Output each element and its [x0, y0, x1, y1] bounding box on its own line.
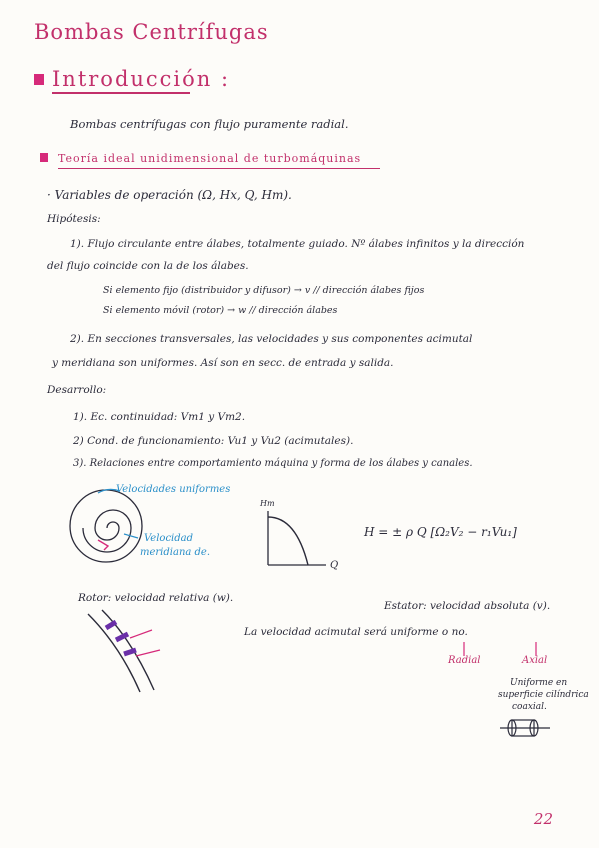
- uniform-note-1: Uniforme en: [510, 678, 568, 688]
- hyp1-line2: del flujo coincide con la de los álabes.: [47, 260, 249, 272]
- hyp1-sub2: Si elemento móvil (rotor) → w // dirección álabes: [103, 305, 338, 316]
- graph-x-label: Q: [330, 560, 339, 571]
- head-equation: H = ± ρ Q [Ω₂V₂ − r₁Vu₁]: [364, 525, 517, 539]
- variables-line: · Variables de operación (Ω, Hx, Q, Hm).: [47, 188, 292, 202]
- rotor-text: Rotor: velocidad relativa (w).: [78, 592, 234, 604]
- meridian-velocity-label-2: meridiana de.: [140, 547, 211, 558]
- subsection-bullet: [40, 153, 48, 162]
- uniform-velocities-label: Velocidades uniformes: [116, 484, 231, 495]
- hyp2-line2: y meridiana son uniformes. Así son en secc. de entrada y salida.: [52, 357, 394, 369]
- intro-heading: Introducción :: [52, 67, 231, 91]
- radial-label: Radial: [448, 655, 481, 666]
- intro-heading-underline: [52, 92, 190, 94]
- rotor-blades-diagram: [80, 606, 170, 696]
- graph-y-label: Hm: [260, 499, 275, 508]
- intro-text: Bombas centrífugas con flujo puramente radial.: [70, 117, 349, 131]
- hyp1-line1: 1). Flujo circulante entre álabes, totalmente guiado. Nº álabes infinitos y la dirección: [70, 238, 525, 250]
- stator-text: Estator: velocidad absoluta (v).: [384, 600, 551, 612]
- theory-heading-underline: [58, 168, 380, 169]
- axial-label: Axial: [522, 655, 548, 666]
- meridian-velocity-label-1: Velocidad: [144, 533, 194, 544]
- uniform-note-3: coaxial.: [512, 702, 547, 712]
- dev1-line: 1). Ec. continuidad: Vm1 y Vm2.: [73, 411, 246, 423]
- azimuthal-text: La velocidad acimutal será uniforme o no.: [244, 626, 468, 638]
- hypotheses-label: Hipótesis:: [47, 213, 101, 225]
- section-bullet: [34, 74, 44, 85]
- hyp2-line1: 2). En secciones transversales, las velocidades y sus componentes acimutal: [70, 333, 473, 345]
- development-label: Desarrollo:: [47, 384, 107, 396]
- uniform-note-2: superficie cilíndrica: [498, 690, 589, 700]
- theory-heading: Teoría ideal unidimensional de turbomáquinas: [58, 152, 362, 165]
- page-title: Bombas Centrífugas: [34, 20, 269, 44]
- dev3-line: 3). Relaciones entre comportamiento máquina y forma de los álabes y canales.: [73, 458, 473, 469]
- dev2-line: 2) Cond. de funcionamiento: Vu1 y Vu2 (acimutales).: [73, 435, 354, 447]
- hyp1-sub1: Si elemento fijo (distribuidor y difusor) → v // dirección álabes fijos: [103, 285, 425, 296]
- hm-q-graph: [256, 503, 339, 575]
- coaxial-cylinder-sketch: [498, 714, 554, 744]
- page-number: 22: [533, 810, 553, 828]
